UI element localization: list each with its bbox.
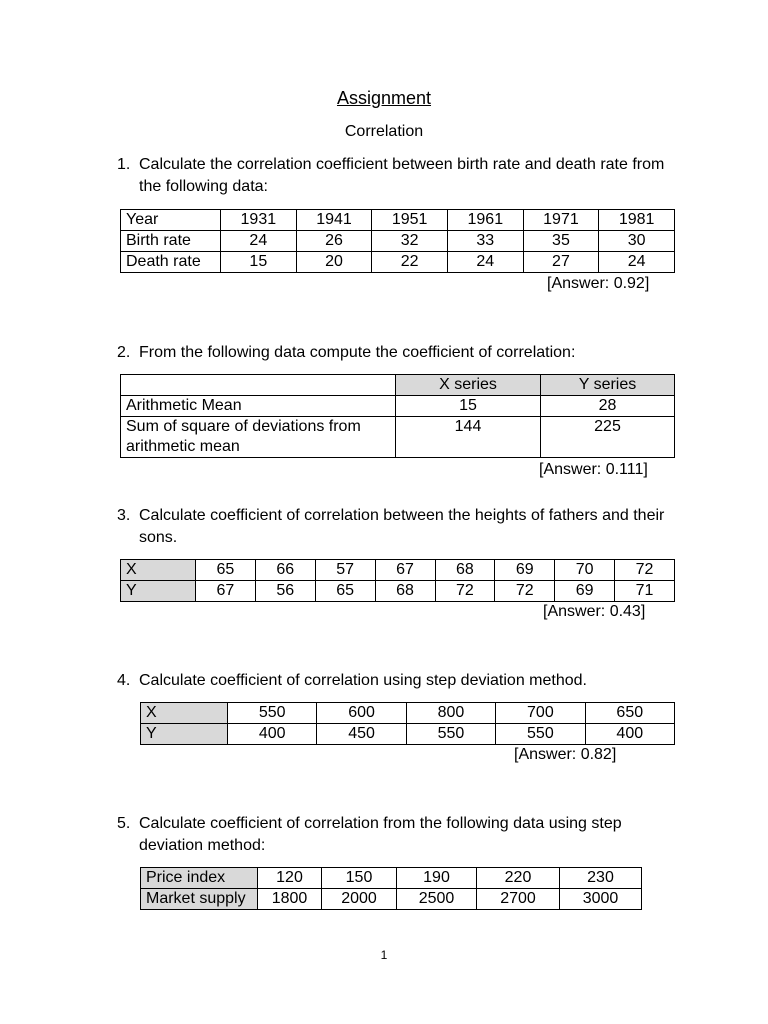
answer-text: [Answer: 0.111] — [539, 461, 648, 478]
answer-text: [Answer: 0.43] — [543, 603, 646, 620]
question-text: Calculate coefficient of correlation using step deviation method. — [139, 672, 587, 689]
table-cell: 28 — [541, 396, 675, 417]
table-cell: 72 — [615, 560, 675, 581]
table-cell: 1971 — [523, 210, 599, 231]
table-cell: 57 — [315, 560, 375, 581]
question-number: 3. — [117, 507, 131, 524]
table-row — [121, 560, 675, 581]
table-row — [121, 210, 675, 231]
table-cell: Death rate — [121, 252, 221, 273]
table-cell: 24 — [221, 231, 297, 252]
table-cell: 26 — [296, 231, 372, 252]
table-cell: Arithmetic Mean — [121, 396, 396, 417]
table-row — [121, 417, 675, 458]
table-cell: 33 — [447, 231, 523, 252]
question-number: 4. — [117, 672, 131, 689]
table-cell: 650 — [585, 703, 674, 724]
table-cell: 24 — [447, 252, 523, 273]
table-cell — [121, 375, 396, 396]
question-number: 5. — [117, 815, 131, 832]
table-cell: 68 — [375, 581, 435, 602]
table-cell: 230 — [560, 868, 642, 889]
question-text: Calculate the correlation coefficient between birth rate and death rate from the following data: — [139, 156, 665, 195]
question-5 — [117, 813, 677, 857]
table-cell: 70 — [555, 560, 615, 581]
table-cell: 1981 — [599, 210, 675, 231]
table-cell: 66 — [255, 560, 315, 581]
table-cell: Y — [141, 724, 228, 745]
table-cell: 150 — [322, 868, 397, 889]
table-cell: 120 — [258, 868, 322, 889]
q4-table — [140, 702, 675, 745]
table-row — [121, 396, 675, 417]
table-cell: 67 — [196, 581, 256, 602]
answer-text: [Answer: 0.92] — [547, 275, 650, 292]
question-2 — [117, 342, 677, 364]
table-cell: 1800 — [258, 889, 322, 910]
question-text: Calculate coefficient of correlation from the following data using step deviation method: — [139, 815, 622, 854]
q2-table — [120, 374, 675, 458]
question-text: From the following data compute the coefficient of correlation: — [139, 344, 576, 361]
page-subtitle: Correlation — [344, 123, 424, 140]
question-number: 2. — [117, 344, 131, 361]
table-cell: 72 — [435, 581, 495, 602]
table-cell: 67 — [375, 560, 435, 581]
table-cell: 1941 — [296, 210, 372, 231]
table-row — [121, 375, 675, 396]
answer-text: [Answer: 0.82] — [514, 746, 617, 763]
table-cell: 600 — [317, 703, 406, 724]
question-text: Calculate coefficient of correlation between the heights of fathers and their sons. — [139, 507, 665, 546]
table-cell: 65 — [315, 581, 375, 602]
table-cell: 450 — [317, 724, 406, 745]
table-cell: Market supply — [141, 889, 258, 910]
table-cell: 2500 — [397, 889, 477, 910]
table-row — [141, 703, 675, 724]
q1-table — [120, 209, 675, 273]
table-cell: 190 — [397, 868, 477, 889]
table-header-cell: Y series — [541, 375, 675, 396]
table-cell: 1951 — [372, 210, 448, 231]
page-number: 1 — [380, 948, 388, 962]
q3-table — [120, 559, 675, 602]
table-cell: 220 — [477, 868, 560, 889]
table-cell: 22 — [372, 252, 448, 273]
table-cell: 800 — [406, 703, 495, 724]
table-cell: 71 — [615, 581, 675, 602]
table-cell: 32 — [372, 231, 448, 252]
table-cell: 69 — [555, 581, 615, 602]
table-row — [121, 231, 675, 252]
table-cell: Year — [121, 210, 221, 231]
table-cell: 400 — [585, 724, 674, 745]
table-cell: 24 — [599, 252, 675, 273]
table-cell: Sum of square of deviations from arithmetic mean — [121, 417, 396, 458]
table-cell: 2700 — [477, 889, 560, 910]
question-3 — [117, 505, 677, 549]
table-cell: 550 — [228, 703, 317, 724]
table-cell: 15 — [396, 396, 541, 417]
table-cell: 30 — [599, 231, 675, 252]
table-cell: 20 — [296, 252, 372, 273]
table-cell: 72 — [495, 581, 555, 602]
q5-table — [140, 867, 642, 910]
table-cell: 56 — [255, 581, 315, 602]
table-cell: 550 — [496, 724, 585, 745]
table-row — [141, 724, 675, 745]
table-cell: 700 — [496, 703, 585, 724]
table-row — [141, 889, 642, 910]
table-cell: 35 — [523, 231, 599, 252]
table-cell: 15 — [221, 252, 297, 273]
table-cell: 3000 — [560, 889, 642, 910]
table-cell: 69 — [495, 560, 555, 581]
table-cell: 550 — [406, 724, 495, 745]
question-1 — [117, 154, 677, 198]
table-cell: 1961 — [447, 210, 523, 231]
table-cell: 27 — [523, 252, 599, 273]
table-header-cell: X series — [396, 375, 541, 396]
table-cell: X — [121, 560, 196, 581]
question-4 — [117, 670, 677, 692]
table-cell: Y — [121, 581, 196, 602]
table-cell: 2000 — [322, 889, 397, 910]
table-row — [121, 252, 675, 273]
table-cell: 68 — [435, 560, 495, 581]
table-cell: Birth rate — [121, 231, 221, 252]
table-cell: 65 — [196, 560, 256, 581]
table-row — [141, 868, 642, 889]
table-cell: 144 — [396, 417, 541, 458]
table-cell: 400 — [228, 724, 317, 745]
table-cell: X — [141, 703, 228, 724]
table-row — [121, 581, 675, 602]
table-cell: Price index — [141, 868, 258, 889]
page-title: Assignment — [336, 88, 432, 108]
table-cell: 1931 — [221, 210, 297, 231]
question-number: 1. — [117, 156, 131, 173]
table-cell: 225 — [541, 417, 675, 458]
